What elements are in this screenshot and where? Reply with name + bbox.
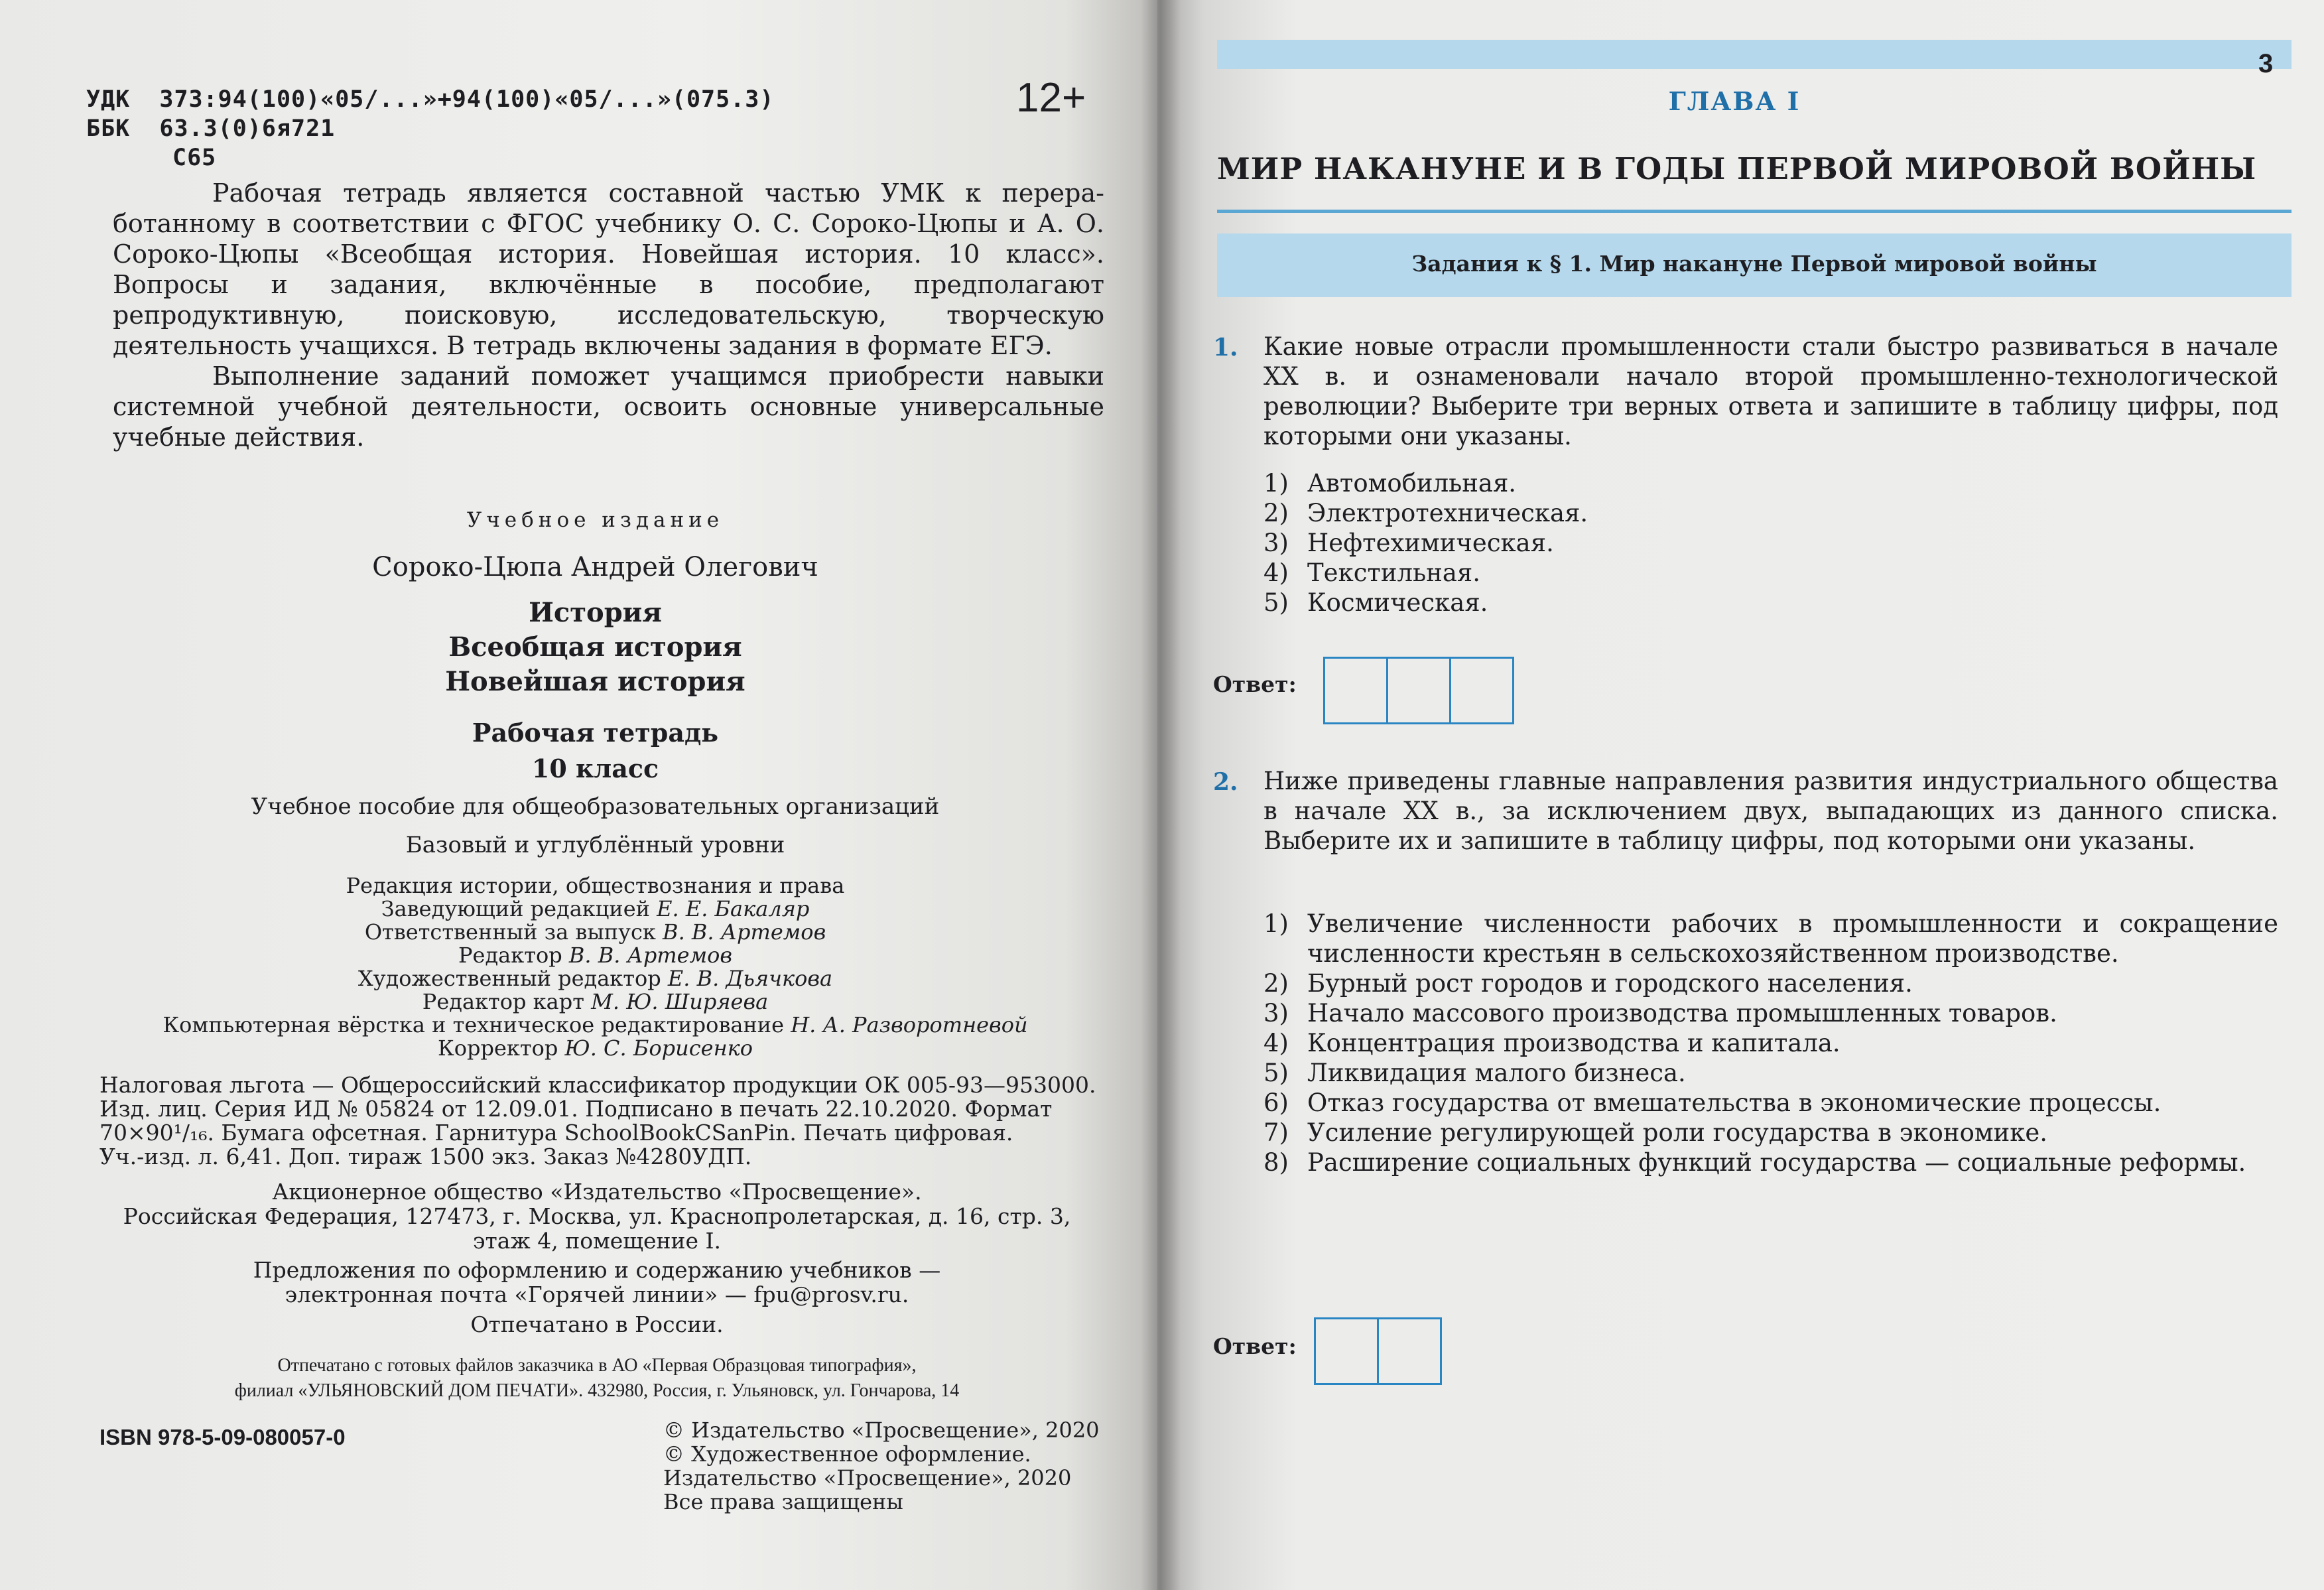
udk-label: УДК xyxy=(86,86,131,113)
author-name: Сороко-Цюпа Андрей Олегович xyxy=(372,552,818,582)
answer-cell[interactable] xyxy=(1325,659,1388,722)
list-item: 7) Усиление регулирующей роли государства в экономике. xyxy=(1263,1118,2048,1147)
answer-cell[interactable] xyxy=(1451,659,1512,722)
task-2-answer-label: Ответ: xyxy=(1213,1333,1297,1359)
task-1-options xyxy=(1263,468,2278,618)
annotation xyxy=(113,178,1104,452)
book-title-2: Всеобщая история xyxy=(448,631,742,663)
edition-type: Учебное издание xyxy=(466,508,724,532)
chapter-title: МИР НАКАНУНЕ И В ГОДЫ ПЕРВОЙ МИРОВОЙ ВОЙНЫ xyxy=(1217,151,2257,186)
task-1-text: Какие новые отрасли промышленности стали быстро развиваться в начале XX в. и ознаменовали начало второй промышленно-технологической революции? Выберите три верных ответа и запишите в таблицу цифры, под которыми они указаны. xyxy=(1263,332,2278,450)
page-number: 3 xyxy=(2258,49,2274,78)
grade-label: 10 класс xyxy=(531,754,659,783)
author-mark: С65 xyxy=(172,145,217,171)
list-item: 4) Текстильная. xyxy=(1263,559,1481,587)
task-2-answer-box[interactable] xyxy=(1314,1317,1442,1385)
task-1-number: 1. xyxy=(1213,334,1238,362)
printer-info: Отпечатано с готовых файлов заказчика в АО «Первая Образцовая типография», филиал «УЛЬЯНОВСКИЙ ДОМ ПЕЧАТИ». 432980, Россия, г. Ульяновск, ул. Гончарова, 14 xyxy=(234,1355,960,1401)
list-item: 2) Бурный рост городов и городского населения. xyxy=(1263,969,1913,998)
list-item: 8) Расширение социальных функций государства — социальные реформы. xyxy=(1263,1148,2246,1177)
level-label: Базовый и углублённый уровни xyxy=(405,832,785,858)
list-item: 3) Начало массового производства промышленных товаров. xyxy=(1263,999,2057,1027)
answer-cell[interactable] xyxy=(1316,1319,1379,1383)
publisher-info: Акционерное общество «Издательство «Просвещение». Российская Федерация, 127473, г. Москва, ул. Краснопролетарская, д. 16, стр. 3, этаж 4, помещение I. xyxy=(123,1179,1071,1254)
technical-details: Налоговая льгота — Общероссийский классификатор продукции ОК 005-93—953000. Изд. лиц. Серия ИД № 05824 от 12.09.01. Подписано в печать 22.10.2020. Формат 70×90¹/₁₆. Бумага офсетная. Гарнитура SchoolBookCSanPin. Печать цифровая. Уч.-изд. л. 6,41. Доп. тираж 1500 экз. Заказ №4280УДП. xyxy=(99,1072,1096,1169)
answer-cell[interactable] xyxy=(1388,659,1451,722)
answer-cell[interactable] xyxy=(1379,1319,1440,1383)
credit-line: Ответственный за выпуск В. В. Артемов xyxy=(364,919,826,945)
copyright-block: © Издательство «Просвещение», 2020 © Художественное оформление. Издательство «Просвещение», 2020 Все права защищены xyxy=(663,1418,1100,1514)
list-item: 6) Отказ государства от вмешательства в экономические процессы. xyxy=(1263,1089,2162,1117)
credit-line: Компьютерная вёрстка и техническое редактирование Н. А. Разворотневой xyxy=(162,1012,1028,1037)
task-2-number: 2. xyxy=(1213,768,1238,796)
credit-line: Редакция истории, обществознания и права xyxy=(346,873,845,898)
workbook-label: Рабочая тетрадь xyxy=(472,718,719,748)
credit-line: Корректор Ю. С. Борисенко xyxy=(437,1035,753,1061)
credit-line: Художественный редактор Е. В. Дьячкова xyxy=(357,966,833,991)
chapter-divider xyxy=(1217,210,2292,213)
udk-value: 373:94(100)«05/...»+94(100)«05/...»(075.3) xyxy=(159,86,775,113)
list-item: 3) Нефтехимическая. xyxy=(1263,529,1554,557)
classification-codes xyxy=(86,85,774,172)
list-item: 5) Космическая. xyxy=(1263,588,1488,617)
list-item: 1) Увеличение численности рабочих в промышленности и сокращение численности крестьян в сельскохозяйственном производстве. xyxy=(1263,909,2278,968)
credit-line: Редактор В. В. Артемов xyxy=(458,943,732,968)
credits-list xyxy=(86,874,1104,1060)
task-2-text: Ниже приведены главные направления развития индустриального общества в начале XX в., за исключением двух, выпадающих из данного списка. Выберите их и запишите в таблицу цифры, под которыми они указаны. xyxy=(1263,767,2278,855)
list-item: 2) Электротехническая. xyxy=(1263,499,1588,527)
bbk-value: 63.3(0)6я721 xyxy=(159,115,336,142)
chapter-label: ГЛАВА I xyxy=(1668,86,1801,116)
chapter-page xyxy=(1157,0,2324,1590)
credit-line: Редактор карт М. Ю. Ширяева xyxy=(422,989,769,1014)
task-1-answer-box[interactable] xyxy=(1323,657,1514,724)
purpose-label: Учебное пособие для общеобразовательных организаций xyxy=(251,793,940,820)
annotation-paragraph-2: Выполнение заданий поможет учащимся приобрести навыки системной учебной деятельности, освоить основные универсальные учебные действия. xyxy=(113,362,1104,452)
age-rating: 12+ xyxy=(1016,75,1086,121)
printed-in: Отпечатано в России. xyxy=(470,1311,724,1337)
book-title-1: История xyxy=(529,597,662,628)
book-title-3: Новейшая история xyxy=(445,666,745,697)
list-item: 4) Концентрация производства и капитала. xyxy=(1263,1029,1840,1057)
imprint-page xyxy=(0,0,1157,1590)
suggestions-info: Предложения по оформлению и содержанию учебников — электронная почта «Горячей линии» — fpu@prosv.ru. xyxy=(253,1257,941,1307)
list-item: 1) Автомобильная. xyxy=(1263,469,1517,497)
isbn: ISBN 978-5-09-080057-0 xyxy=(99,1425,346,1449)
page-header-bar xyxy=(1217,40,2292,69)
section-title: Задания к § 1. Мир накануне Первой мировой войны xyxy=(1411,251,2097,277)
bbk-label: ББК xyxy=(86,115,131,142)
credit-line: Заведующий редакцией Е. Е. Бакаляр xyxy=(381,896,810,921)
book-gutter xyxy=(1141,0,1181,1590)
task-2-options xyxy=(1263,909,2278,1177)
annotation-paragraph-1: Рабочая тетрадь является составной частью УМК к переработанному в соответствии с ФГОС учебнику О. С. Сороко-Цюпы и А. О. Сороко-Цюпы «Всеобщая история. Новейшая история. 10 класс». Вопросы и задания, включённые в пособие, предполагают репродуктивную, поисковую, исследовательскую, творческую деятельность учащихся. В тетрадь включены задания в формате ЕГЭ. xyxy=(113,178,1104,360)
task-1-answer-label: Ответ: xyxy=(1213,671,1297,697)
list-item: 5) Ликвидация малого бизнеса. xyxy=(1263,1059,1686,1087)
